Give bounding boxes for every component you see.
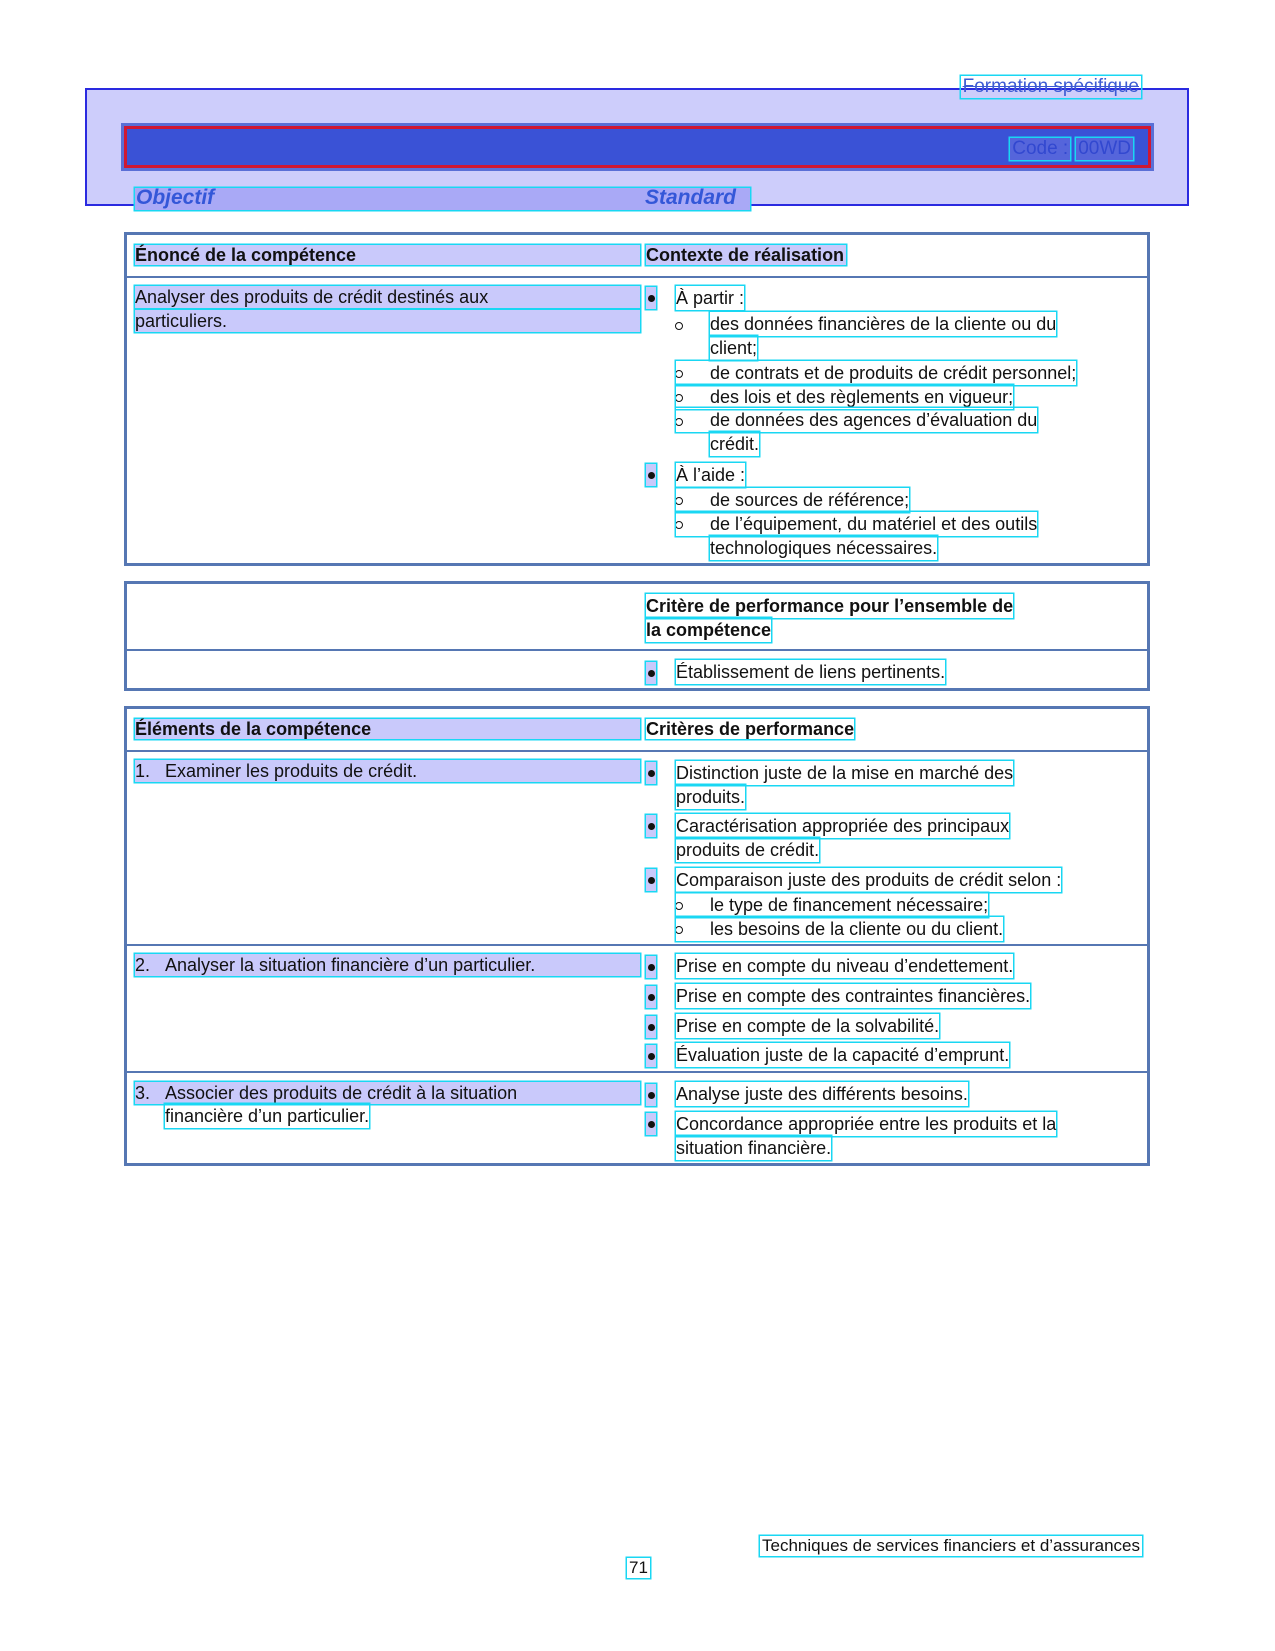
criterion-3-2b: situation financière. xyxy=(676,1138,832,1158)
bullet-icon xyxy=(648,472,655,479)
table-divider xyxy=(124,750,1150,752)
standard-label: Standard xyxy=(645,186,737,209)
code-bar xyxy=(124,126,1151,168)
enonce-line-1: Analyser des produits de crédit destinés aux xyxy=(135,286,640,308)
critere-ensemble-header-1: Critère de performance pour l’ensemble de xyxy=(646,596,1014,616)
element-row-2 xyxy=(135,954,640,976)
partir-item-4: de données des agences d’évaluation du xyxy=(676,408,1037,432)
criterion-2-4: Évaluation juste de la capacité d’emprunt. xyxy=(676,1045,1010,1065)
a-partir-label: À partir : xyxy=(676,288,745,308)
bullet-icon xyxy=(648,1121,655,1128)
formation-label: Formation spécifique xyxy=(962,76,1139,97)
bullet-icon xyxy=(648,770,655,777)
a-laide-label: À l’aide : xyxy=(676,465,746,485)
criterion-3-2: Concordance appropriée entre les produits et la xyxy=(676,1114,1057,1134)
table-divider xyxy=(124,276,1150,278)
bullet-icon xyxy=(648,994,655,1001)
element-row-3 xyxy=(135,1082,640,1104)
partir-item-4b: crédit. xyxy=(710,434,760,454)
bullet-icon xyxy=(648,670,655,677)
footer-program-title: Techniques de services financiers et d’assurances xyxy=(762,1536,1140,1555)
criterion-2-1: Prise en compte du niveau d’endettement. xyxy=(676,956,1014,976)
criterion-3-1: Analyse juste des différents besoins. xyxy=(676,1084,968,1104)
element-text: Analyser la situation financière d’un particulier. xyxy=(165,955,536,975)
element-number: 2. xyxy=(135,955,151,975)
partir-item-3: des lois et des règlements en vigueur; xyxy=(676,385,1013,409)
criterion-1-1b: produits. xyxy=(676,787,746,807)
partir-item-1b: client; xyxy=(710,338,758,358)
element-number: 3. xyxy=(135,1083,151,1103)
element-row-1 xyxy=(135,760,640,782)
aide-item-1: de sources de référence; xyxy=(676,488,909,512)
bullet-icon xyxy=(648,295,655,302)
col-header-elements: Éléments de la compétence xyxy=(135,719,640,739)
bullet-icon xyxy=(648,1024,655,1031)
element-text: Examiner les produits de crédit. xyxy=(165,761,418,781)
critere-ensemble-header-2: la compétence xyxy=(646,620,772,640)
bullet-icon xyxy=(648,964,655,971)
criterion-2-3: Prise en compte de la solvabilité. xyxy=(676,1016,940,1036)
circle-bullet-icon xyxy=(675,322,683,330)
criterion-1-3-sub-1: le type de financement nécessaire; xyxy=(676,893,988,917)
element-number: 1. xyxy=(135,761,151,781)
bullet-icon xyxy=(648,877,655,884)
col-header-enonce: Énoncé de la compétence xyxy=(135,245,640,265)
code-value: 00WD xyxy=(1078,138,1131,159)
objectif-label: Objectif xyxy=(136,186,215,209)
criterion-1-2b: produits de crédit. xyxy=(676,840,820,860)
table-divider xyxy=(124,1071,1150,1073)
partir-item-2: de contrats et de produits de crédit personnel; xyxy=(676,361,1076,385)
bullet-icon xyxy=(648,823,655,830)
critere-ensemble-item: Établissement de liens pertinents. xyxy=(676,662,946,682)
table-divider xyxy=(124,649,1150,651)
element-text: Associer des produits de crédit à la situation xyxy=(165,1083,518,1103)
criterion-1-2: Caractérisation appropriée des principaux xyxy=(676,816,1010,836)
aide-item-2: de l’équipement, du matériel et des outils xyxy=(676,512,1037,536)
partir-item-1: des données financières de la cliente ou du xyxy=(710,314,1057,334)
col-header-contexte: Contexte de réalisation xyxy=(646,245,845,265)
criterion-1-3: Comparaison juste des produits de crédit selon : xyxy=(676,870,1062,890)
col-header-criteres: Critères de performance xyxy=(646,719,855,739)
enonce-line-2: particuliers. xyxy=(135,310,640,332)
element-text-line-2: financière d’un particulier. xyxy=(165,1106,370,1126)
criterion-1-3-sub-2: les besoins de la cliente ou du client. xyxy=(676,917,1003,941)
code-text xyxy=(1010,138,1133,160)
aide-item-2b: technologiques nécessaires. xyxy=(710,538,938,558)
page-number: 71 xyxy=(629,1558,648,1577)
table-divider xyxy=(124,944,1150,946)
criterion-2-2: Prise en compte des contraintes financières. xyxy=(676,986,1031,1006)
bullet-icon xyxy=(648,1092,655,1099)
criterion-1-1: Distinction juste de la mise en marché des xyxy=(676,763,1014,783)
code-label: Code : xyxy=(1012,138,1069,159)
bullet-icon xyxy=(648,1053,655,1060)
